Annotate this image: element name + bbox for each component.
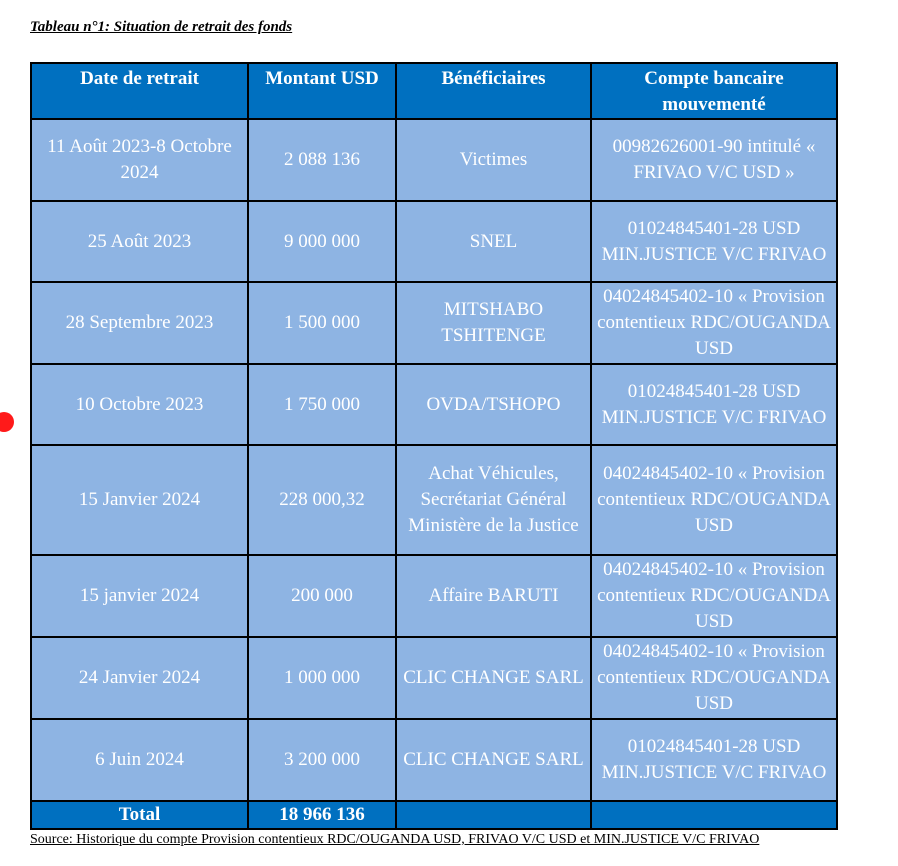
cell-date: 10 Octobre 2023 <box>31 364 248 445</box>
total-label: Total <box>31 801 248 829</box>
table-row <box>31 119 837 201</box>
total-amount: 18 966 136 <box>248 801 396 829</box>
cell-account: 04024845402-10 « Provision contentieux RDC/OUGANDA USD <box>591 555 837 637</box>
cell-amount: 3 200 000 <box>248 719 396 801</box>
withdrawals-table <box>30 62 838 830</box>
cell-date: 15 janvier 2024 <box>31 555 248 637</box>
cell-beneficiary: Achat Véhicules, Secrétariat Général Ministère de la Justice <box>396 445 591 555</box>
cell-amount: 200 000 <box>248 555 396 637</box>
table-row <box>31 445 837 555</box>
cell-date: 6 Juin 2024 <box>31 719 248 801</box>
cell-date: 28 Septembre 2023 <box>31 282 248 364</box>
header-date: Date de retrait <box>31 63 248 119</box>
table-row <box>31 201 837 282</box>
cell-account: 04024845402-10 « Provision contentieux RDC/OUGANDA USD <box>591 445 837 555</box>
cell-beneficiary: OVDA/TSHOPO <box>396 364 591 445</box>
source-note: Source: Historique du compte Provision contentieux RDC/OUGANDA USD, FRIVAO V/C USD et MIN.JUSTICE V/C FRIVAO <box>30 832 760 847</box>
header-amount: Montant USD <box>248 63 396 119</box>
cell-date: 24 Janvier 2024 <box>31 637 248 719</box>
table-row <box>31 282 837 364</box>
cell-beneficiary: Victimes <box>396 119 591 201</box>
cell-amount: 2 088 136 <box>248 119 396 201</box>
table-row <box>31 637 837 719</box>
cell-beneficiary: CLIC CHANGE SARL <box>396 719 591 801</box>
header-row <box>31 63 837 119</box>
cell-amount: 228 000,32 <box>248 445 396 555</box>
table-row <box>31 719 837 801</box>
cell-amount: 1 000 000 <box>248 637 396 719</box>
cell-beneficiary: SNEL <box>396 201 591 282</box>
cell-amount: 1 500 000 <box>248 282 396 364</box>
cell-account: 04024845402-10 « Provision contentieux RDC/OUGANDA USD <box>591 637 837 719</box>
cell-date: 15 Janvier 2024 <box>31 445 248 555</box>
header-beneficiaries: Bénéficiaires <box>396 63 591 119</box>
cell-beneficiary: Affaire BARUTI <box>396 555 591 637</box>
cell-account: 01024845401-28 USD MIN.JUSTICE V/C FRIVAO <box>591 201 837 282</box>
cell-account: 01024845401-28 USD MIN.JUSTICE V/C FRIVAO <box>591 719 837 801</box>
cell-account: 04024845402-10 « Provision contentieux RDC/OUGANDA USD <box>591 282 837 364</box>
total-empty-cell <box>396 801 591 829</box>
table-row <box>31 364 837 445</box>
total-row <box>31 801 837 829</box>
cell-beneficiary: CLIC CHANGE SARL <box>396 637 591 719</box>
cell-amount: 9 000 000 <box>248 201 396 282</box>
cell-date: 25 Août 2023 <box>31 201 248 282</box>
cell-amount: 1 750 000 <box>248 364 396 445</box>
cell-account: 00982626001-90 intitulé « FRIVAO V/C USD » <box>591 119 837 201</box>
table-row <box>31 555 837 637</box>
cell-date: 11 Août 2023-8 Octobre 2024 <box>31 119 248 201</box>
header-account: Compte bancaire mouvementé <box>591 63 837 119</box>
cell-beneficiary: MITSHABO TSHITENGE <box>396 282 591 364</box>
cell-account: 01024845401-28 USD MIN.JUSTICE V/C FRIVAO <box>591 364 837 445</box>
total-empty-cell <box>591 801 837 829</box>
red-dot-mark <box>0 412 14 432</box>
table-caption: Tableau n°1: Situation de retrait des fonds <box>30 19 293 35</box>
